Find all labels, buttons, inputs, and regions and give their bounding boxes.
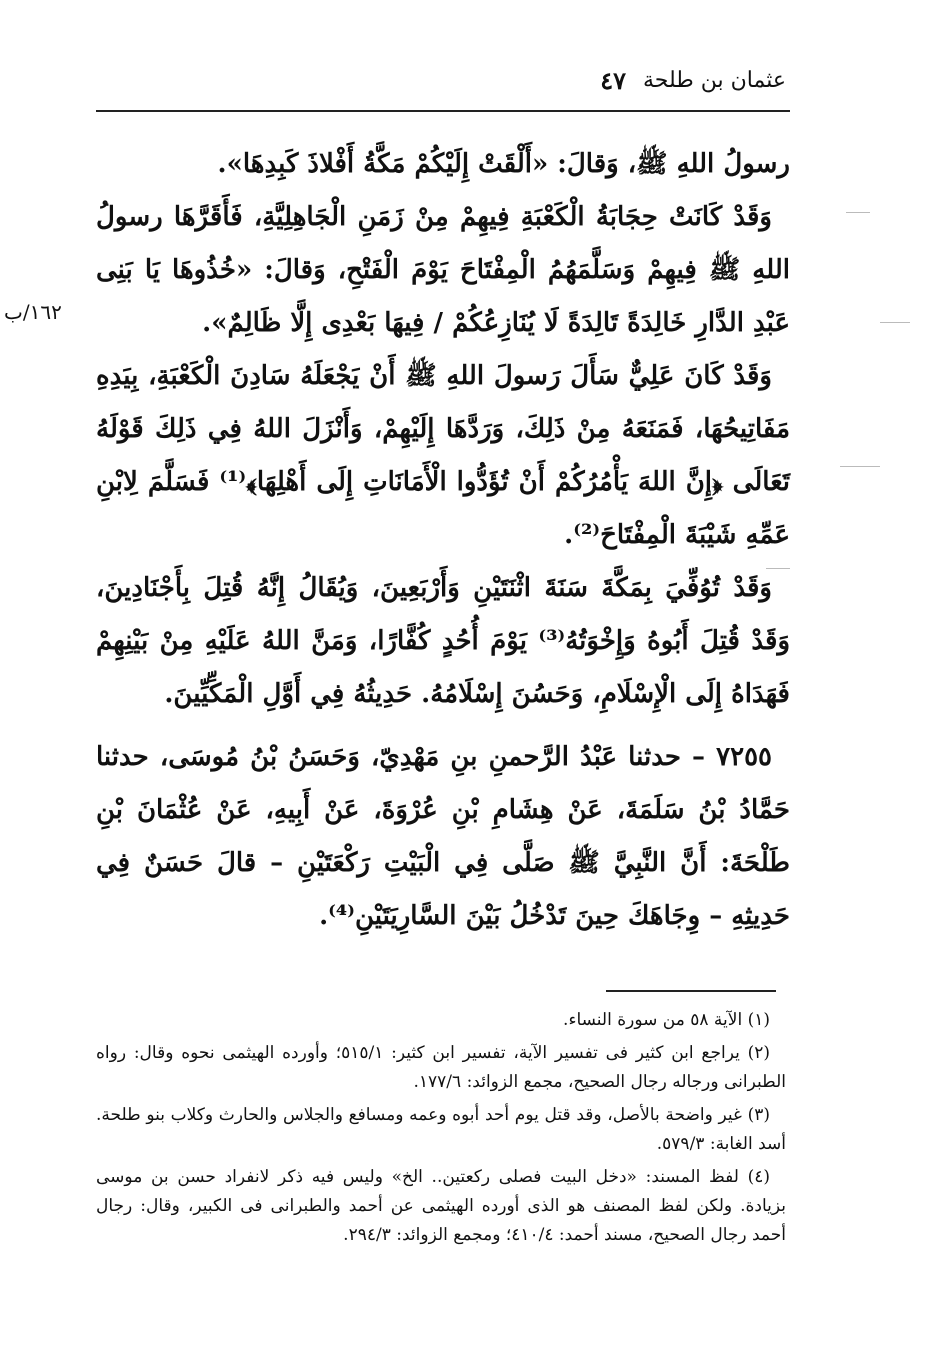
hadith-paragraph: ٧٢٥٥ – حدثنا عَبْدُ الرَّحمنِ بنِ مَهْدِيّ، وَحَسَنُ بْنُ مُوسَى، حدثنا حَمَّادُ بْنُ سَلَمَةَ، عَنْ هِشَامِ بْنِ عُرْوَةَ، عَنْ أَبِيهِ، عَنْ عُثْمَانَ بْنِ طَلْحَةَ: أَنَّ النَّبِيَّ ﷺ صَلَّى فِي الْبَيْتِ رَكْعَتَيْنِ – قالَ حَسَنٌ فِي حَدِيثِهِ – وِجَاهَكَ حِينَ تَدْخُلُ بَيْنَ السَّارِيَتَيْنِ⁽⁴⁾. [96,742,790,931]
body-paragraph: وَقَدْ تُوُفِّيَ بِمَكَّةَ سَنَةَ اثْنَتَيْنِ وَأَرْبَعِينَ، وَيُقَالُ إِنَّهُ قُتِلَ بِأَجْنَادِينَ، وَقَدْ قُتِلَ أَبُوهُ وَإِخْوَتُهُ⁽³⁾ يَوْمَ أُحُدٍ كُفَّارًا، وَمَنَّ اللهُ عَلَيْهِ مِنْ بَيْنِهِمْ فَهَدَاهُ إِلَى الْإِسْلَامِ، وَحَسُنَ إِسْلَامُهُ. حَدِيثُهُ فِي أَوَّلِ الْمَكِّيِّينَ. [96,573,790,709]
footnote-rule [606,990,776,992]
footnotes [96,1006,786,1254]
scan-edge-mark [766,568,790,569]
footnote: (٢) يراجع ابن كثير فى تفسير الآية، تفسير ابن كثير: ٥١٥/١؛ وأورده الهيثمى نحوه وقال: رواه الطبرانى ورجاله رجال الصحيح، مجمع الزوائد: ١٧٧/٦. [96,1043,786,1092]
scan-edge-mark [846,212,870,213]
scan-edge-mark [880,322,910,323]
footnote: (٤) لفظ المسند: «دخل البيت فصلى ركعتين.. الخ» وليس فيه ذكر لانفراد حسن بن موسى بزيادة. ولكن لفظ المصنف هو الذى أورده الهيثمى عن أحمد والطبرانى فى الكبير، وقال: رجال أحمد رجال الصحيح، مسند أحمد: ٤١٠/٤؛ ومجمع الزوائد: ٢٩٤/٣. [96,1167,786,1245]
scan-edge-mark [840,466,880,467]
running-title: عثمان بن طلحة [643,68,786,93]
body-paragraph: وَقَدْ كَانَتْ حِجَابَةُ الْكَعْبَةِ فِيهِمْ مِنْ زَمَنِ الْجَاهِلِيَّةِ، فَأَقَرَّهَا رسولُ اللهِ ﷺ فِيهِمْ وَسَلَّمَهُمُ الْمِفْتَاحَ يَوْمَ الْفَتْحِ، وَقالَ: «خُذُوهَا يَا بَنِى عَبْدِ الدَّارِ خَالِدَةً تَالِدَةً لَا يُنَازِعُكُمْ / فِيهَا بَعْدِى إِلَّا ظَالِمٌ». [96,202,790,338]
footnote: (١) الآية ٥٨ من سورة النساء. [563,1010,770,1030]
body-paragraph: وَقَدْ كَانَ عَلِيٌّ سَأَلَ رَسولَ اللهِ ﷺ أَنْ يَجْعَلَهُ سَادِنَ الْكَعْبَةِ، بِيَدِهِ مَفَاتِيحُهَا، فَمَنَعَهُ مِنْ ذَلِكَ، وَرَدَّهَا إِلَيْهِمْ، وَأَنْزَلَ اللهُ فِي ذَلِكَ قَوْلَهُ تَعَالَى ﴿إِنَّ اللهَ يَأْمُرُكُمْ أَنْ تُؤَدُّوا الْأَمَانَاتِ إِلَى أَهْلِهَا﴾⁽¹⁾ فَسَلَّمَ لِابْنِ عَمِّهِ شَيْبَةَ الْمِفْتَاحَ⁽²⁾. [96,361,790,550]
margin-folio-note: ١٦٢/ب [4,300,62,324]
main-text [96,138,790,943]
page-number: ٤٧ [600,66,626,95]
page-header [96,62,786,110]
body-paragraph: رسولُ اللهِ ﷺ، وَقالَ: «أَلْقَتْ إِلَيْكُمْ مَكَّةُ أَفْلاذَ كَبِدِهَا». [217,149,790,179]
footnote: (٣) غير واضحة بالأصل، وقد قتل يوم أحد أبوه وعمه ومسافع والجلاس والحارث وكلاب بنو طلحة. أسد الغابة: ٥٧٩/٣. [96,1105,786,1154]
header-rule [96,110,790,112]
